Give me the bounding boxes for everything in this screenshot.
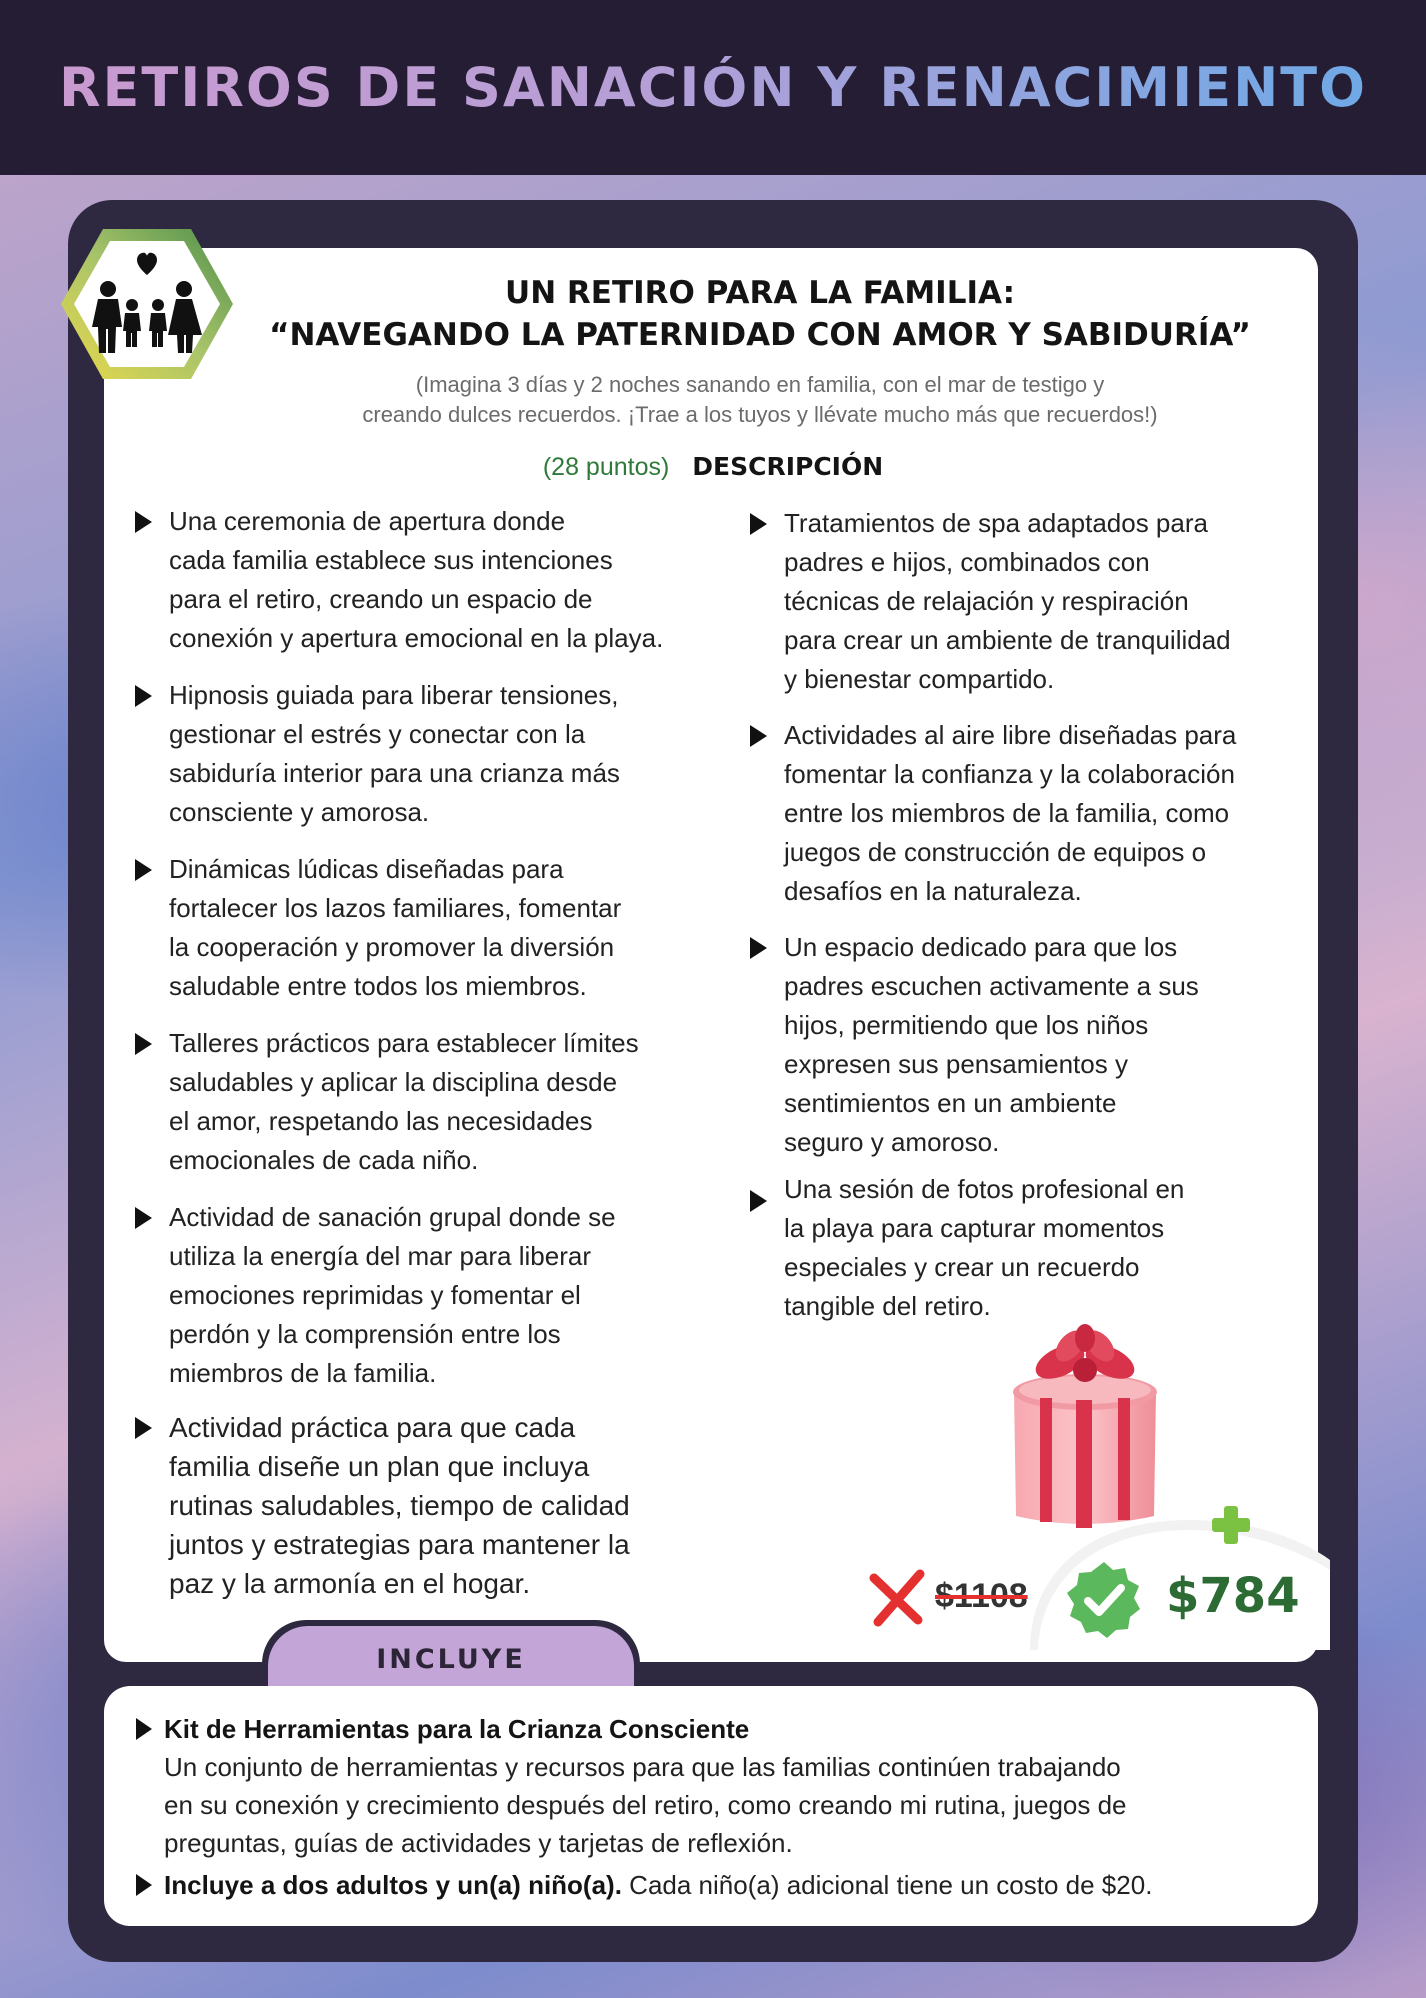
left-list-item-6: Actividad práctica para que cada familia diseñe un plan que incluya rutinas saludables, tiempo de calidad juntos y estrategias para mantener la paz y la armonía en el hogar. [169,1408,630,1603]
new-price: $784 [1166,1568,1300,1624]
description-label: DESCRIPCIÓN [692,452,884,481]
includes-tab: INCLUYE [268,1626,634,1692]
cross-icon [868,1568,928,1628]
bullet-triangle-icon [750,513,767,535]
retreat-title-block [210,272,1310,430]
bullet-triangle-icon [750,725,767,747]
subtitle-line1: (Imagina 3 días y 2 noches sanando en familia, con el mar de testigo y [415,372,1105,397]
right-list-item-4: Una sesión de fotos profesional en la playa para capturar momentos especiales y crear un recuerdo tangible del retiro. [784,1170,1184,1326]
page-title: RETIROS DE SANACIÓN Y RENACIMIENTO [58,56,1368,119]
right-list-item-1: Tratamientos de spa adaptados para padres e hijos, combinados con técnicas de relajación y respiración para crear un ambiente de tranquilidad y bienestar compartido. [784,504,1231,699]
description-heading [0,452,1426,482]
points-label: (28 puntos) [542,453,670,481]
includes-guests-bold: Incluye a dos adultos y un(a) niño(a). [164,1870,622,1900]
includes-guests-rest: Cada niño(a) adicional tiene un costo de $20. [621,1870,1153,1900]
bullet-triangle-icon [136,1718,152,1740]
bullet-triangle-icon [135,859,152,881]
includes-item-guests [164,1866,1152,1904]
left-list-item-4: Talleres prácticos para establecer límites saludables y aplicar la disciplina desde el amor, respetando las necesidades emocionales de cada niño. [169,1024,639,1180]
plus-icon [1210,1504,1252,1546]
bullet-triangle-icon [750,937,767,959]
retreat-title-line2: “NAVEGANDO LA PATERNIDAD CON AMOR Y SABIDURÍA” [269,317,1251,353]
left-list-item-5: Actividad de sanación grupal donde se utiliza la energía del mar para liberar emociones reprimidas y fomentar el perdón y la comprensión entre los miembros de la familia. [169,1198,616,1393]
left-list-item-1: Una ceremonia de apertura donde cada familia establece sus intenciones para el retiro, creando un espacio de conexión y apertura emocional en la playa. [169,502,663,658]
includes-item-kit: Kit de Herramientas para la Crianza Consciente Un conjunto de herramientas y recursos para que las familias continúen trabajando en su conexión y crecimiento después del retiro, como creando mi rutina, juegos de preguntas, guías de actividades y tarjetas de reflexión. [164,1710,1127,1862]
gift-icon [1000,1320,1170,1530]
right-list-item-2: Actividades al aire libre diseñadas para fomentar la confianza y la colaboración entre los miembros de la familia, como juegos de construcción de equipos o desafíos en la naturaleza. [784,716,1236,911]
old-price: $1108 [935,1577,1028,1615]
bullet-triangle-icon [136,1874,152,1896]
subtitle-line2: creando dulces recuerdos. ¡Trae a los tuyos y llévate mucho más que recuerdos!) [362,402,1158,427]
bullet-triangle-icon [135,1207,152,1229]
bullet-triangle-icon [135,511,152,533]
retreat-title-line1: UN RETIRO PARA LA FAMILIA: [505,275,1015,311]
includes-kit-title: Kit de Herramientas para la Crianza Consciente [164,1714,750,1744]
bullet-triangle-icon [750,1190,767,1212]
bullet-triangle-icon [135,1417,152,1439]
left-list-item-3: Dinámicas lúdicas diseñadas para fortalecer los lazos familiares, fomentar la cooperación y promover la diversión saludable entre todos los miembros. [169,850,621,1006]
check-icon [1064,1560,1144,1640]
retreat-subtitle [210,370,1310,430]
bullet-triangle-icon [135,685,152,707]
header-bar [0,0,1426,175]
bullet-triangle-icon [135,1033,152,1055]
left-list-item-2: Hipnosis guiada para liberar tensiones, gestionar el estrés y conectar con la sabiduría interior para una crianza más consciente y amorosa. [169,676,620,832]
right-list-item-3: Un espacio dedicado para que los padres escuchen activamente a sus hijos, permitiendo que los niños expresen sus pensamientos y sentimientos en un ambiente seguro y amoroso. [784,928,1199,1162]
